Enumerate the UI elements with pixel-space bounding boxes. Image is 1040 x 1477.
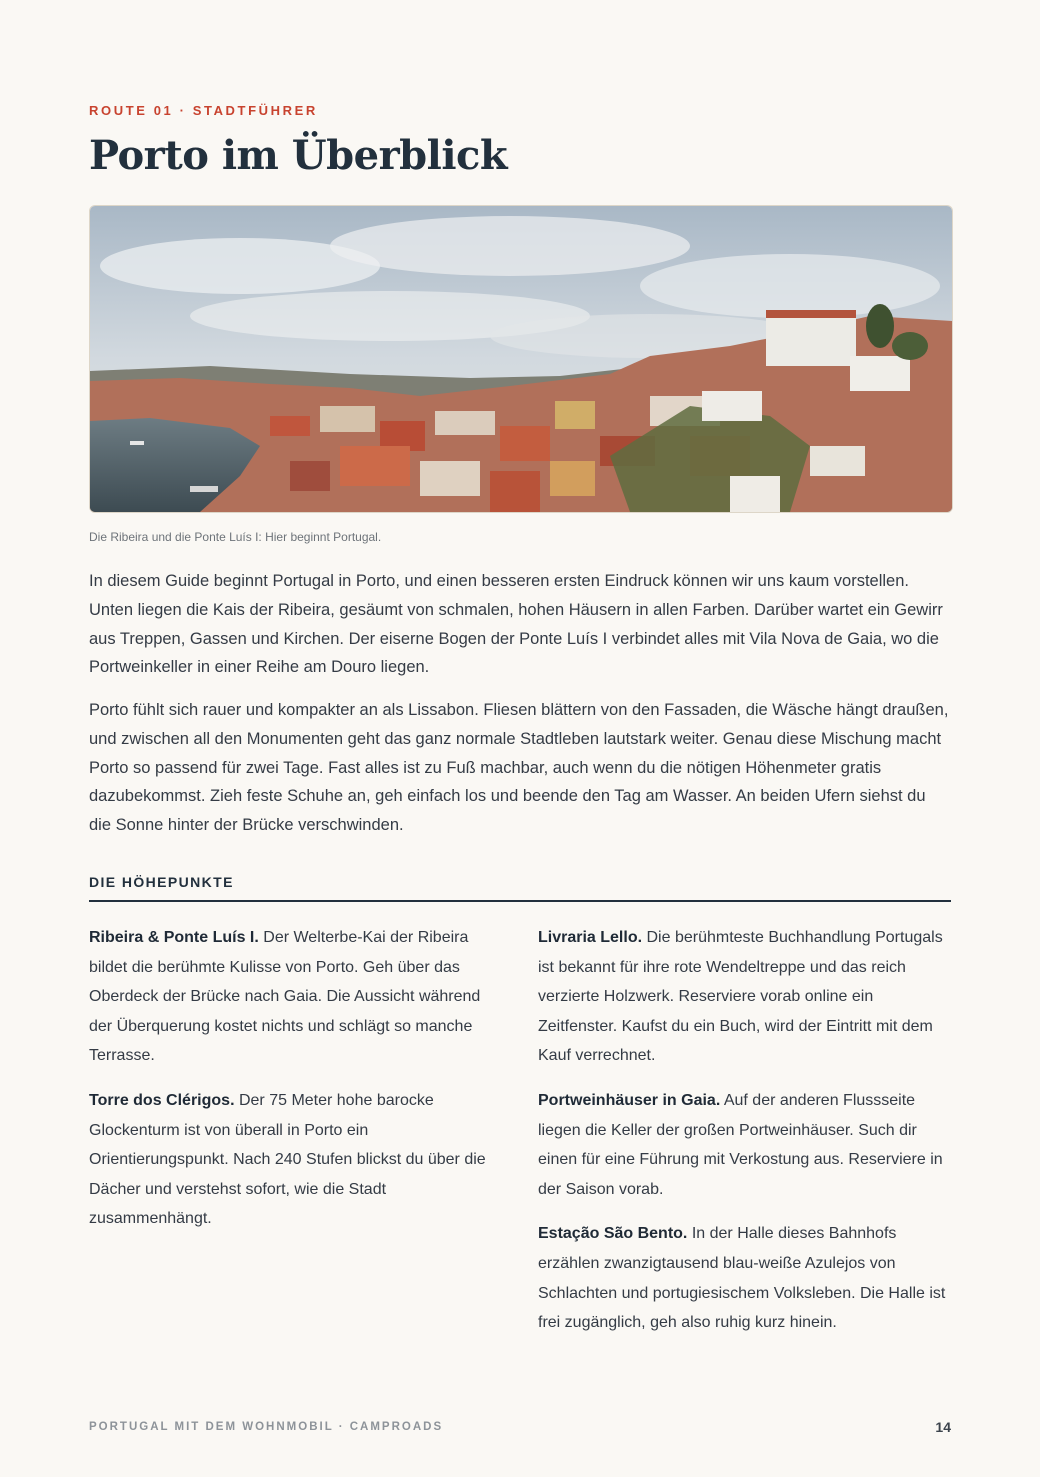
- highlight-item: [89, 923, 501, 1071]
- highlight-title: Portweinhäuser in Gaia.: [538, 1091, 721, 1109]
- highlight-item: [538, 923, 950, 1071]
- highlight-item: [89, 1086, 501, 1234]
- highlight-title: Estação São Bento.: [538, 1225, 688, 1243]
- page-number: 14: [935, 1419, 951, 1435]
- highlights-left-column: [89, 923, 501, 1249]
- highlight-text: Der Welterbe-Kai der Ribeira bildet die berühmte Kulisse von Porto. Geh über das Oberdeck der Brücke nach Gaia. Die Aussicht während der Überquerung kostet nichts und schlägt so manche Terrasse.: [89, 929, 481, 1065]
- route-eyebrow: ROUTE 01 · STADTFÜHRER: [89, 103, 318, 118]
- highlight-item: [538, 1219, 950, 1337]
- page-title: Porto im Überblick: [89, 132, 508, 179]
- highlight-text: Der 75 Meter hohe barocke Glockenturm ist von überall in Porto ein Orientierungspunkt. Nach 240 Stufen blickst du über die Dächer und verstehst sofort, wie die Stadt zusammenhängt.: [89, 1091, 486, 1228]
- hero-caption: Die Ribeira und die Ponte Luís I: Hier beginnt Portugal.: [89, 530, 382, 544]
- intro-paragraph-1: In diesem Guide beginnt Portugal in Porto, und einen besseren ersten Eindruck können wir uns kaum vorstellen. Unten liegen die Kais der Ribeira, gesäumt von schmalen, hohen Häusern in allen Farben. Darüber wartet ein Gewirr aus Treppen, Gassen und Kirchen. Der eiserne Bogen der Ponte Luís I verbindet alles mit Vila Nova de Gaia, wo die Portweinkeller in einer Reihe am Douro liegen.: [89, 572, 943, 677]
- highlight-item: [538, 1086, 950, 1204]
- footer-publication: PORTUGAL MIT DEM WOHNMOBIL · CAMPROADS: [89, 1421, 444, 1433]
- highlight-text: Die berühmteste Buchhandlung Portugals ist bekannt für ihre rote Wendeltreppe und das reich verzierte Holzwerk. Reserviere vorab online ein Zeitfenster. Kaufst du ein Buch, wird der Eintritt mit dem Kauf verrechnet.: [538, 929, 943, 1065]
- highlights-right-column: [538, 923, 950, 1353]
- highlight-text: In der Halle dieses Bahnhofs erzählen zwanzigtausend blau-weiße Azulejos von Schlachten und portugiesischem Volksleben. Die Halle ist frei zugänglich, geh also ruhig kurz hinein.: [538, 1225, 946, 1332]
- hero-photo: [89, 205, 953, 513]
- highlight-text: Auf der anderen Flussseite liegen die Keller der großen Portweinhäuser. Such dir einen für eine Führung mit Verkostung aus. Reserviere in der Saison vorab.: [538, 1091, 943, 1198]
- highlight-title: Livraria Lello.: [538, 929, 643, 946]
- highlights-heading: DIE HÖHEPUNKTE: [89, 874, 951, 902]
- highlight-title: Ribeira & Ponte Luís I.: [89, 929, 259, 946]
- porto-panorama-image: [90, 206, 952, 512]
- intro-paragraph-2: Porto fühlt sich rauer und kompakter an als Lissabon. Fliesen blättern von den Fassaden, die Wäsche hängt draußen, und zwischen all den Monumenten geht das ganz normale Stadtleben lautstark weiter. Genau diese Mischung macht Porto so passend für zwei Tage. Fast alles ist zu Fuß machbar, auch wenn du die nötigen Höhenmeter gratis dazubekommst. Zieh feste Schuhe an, geh einfach los und beende den Tag am Wasser. An beiden Ufern siehst du die Sonne hinter der Brücke verschwinden.: [89, 701, 949, 835]
- highlight-title: Torre dos Clérigos.: [89, 1091, 235, 1109]
